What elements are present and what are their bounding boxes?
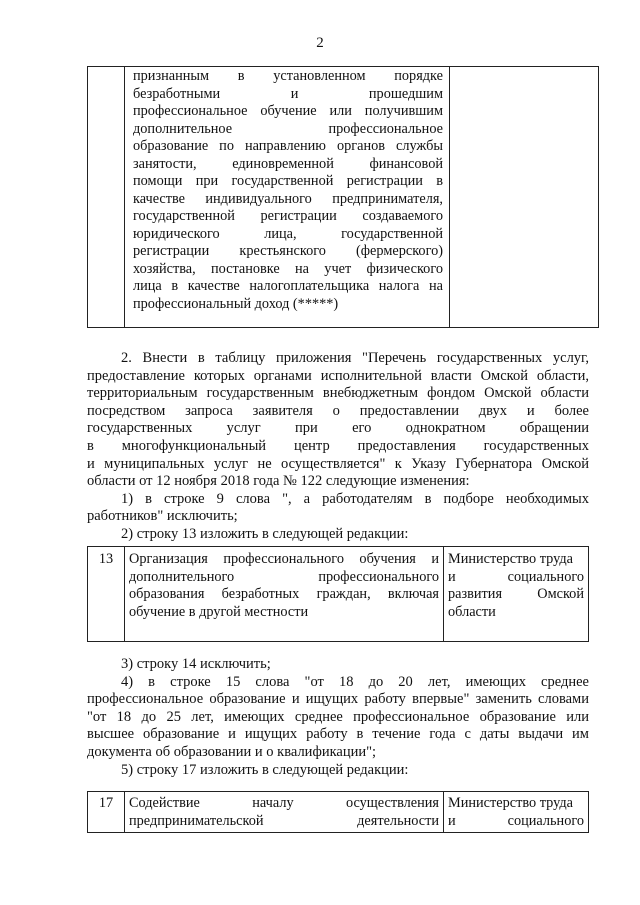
table-row-17: [87, 791, 589, 833]
item-4-line: документа об образовании и о квалификации";: [87, 743, 377, 760]
text-line: предоставление которых органами исполнительной власти Омской области,: [87, 367, 589, 384]
table-row: [88, 547, 589, 642]
text-line: профессиональный доход (*****): [133, 295, 339, 312]
item-4-line: "от 18 до 25 лет, имеющих среднее профессиональное образование или: [87, 708, 589, 725]
text-line: обучение в другой местности: [129, 603, 309, 620]
text-line: Министерство труда: [448, 795, 573, 811]
text-line: признанным в установленном порядке: [133, 68, 443, 84]
item-4-line: высшее образование и ищущих работу в течение года с даты выдачи им: [87, 726, 589, 743]
service-name: [125, 547, 444, 642]
text-line: качестве индивидуального предпринимателя,: [133, 190, 443, 207]
text-line: Министерство труда: [448, 551, 573, 567]
text-line: регистрации крестьянского (фермерского): [133, 243, 443, 259]
text-line: и муниципальных услуг не осуществляется" к Указу Губернатора Омской: [87, 455, 589, 472]
text-line: дополнительное профессиональное: [133, 120, 443, 137]
table-row-13: [87, 546, 589, 642]
text-line: области от 12 ноября 2018 года № 122 следующие изменения:: [87, 473, 470, 490]
item-5: 5) строку 17 изложить в следующей редакции:: [121, 761, 409, 778]
page-number: 2: [316, 35, 324, 51]
item-3: 3) строку 14 исключить;: [121, 656, 271, 672]
text-line: в многофункциональный центр предоставления государственных: [87, 437, 589, 454]
text-line: развития Омской: [448, 586, 584, 602]
table-cell-ministry: [450, 67, 599, 328]
table-continued: [87, 66, 599, 328]
items-3-5: [87, 656, 589, 779]
table-cell-service: [125, 67, 450, 328]
row-number: 17: [88, 792, 125, 833]
table-row: [88, 67, 599, 328]
item-1-line: работников" исключить;: [87, 508, 238, 525]
text-line: помощи при государственной регистрации в: [133, 173, 443, 189]
item-4-line: 4) в строке 15 слова "от 18 до 20 лет, имеющих среднее: [121, 673, 589, 690]
text-line: Организация профессионального обучения и: [129, 551, 439, 567]
text-line: образование по направлению органов службы: [133, 138, 443, 154]
paragraph-2: [87, 350, 589, 544]
text-line: Содействие началу осуществления: [129, 795, 439, 811]
text-line: посредством запроса заявителя о предоставлении двух и более: [87, 402, 589, 419]
service-name: [125, 792, 444, 833]
table-row: [88, 792, 589, 833]
text-line: предпринимательской деятельности: [129, 812, 439, 829]
table-cell-number: [88, 67, 125, 328]
text-line: и социального: [448, 812, 584, 829]
row-number: 13: [88, 547, 125, 642]
text-line: юридического лица, государственной: [133, 225, 443, 242]
text-line: дополнительного профессионального: [129, 568, 439, 585]
item-1-line: 1) в строке 9 слова ", а работодателям в подборе необходимых: [121, 490, 589, 507]
text-line: безработными и прошедшим: [133, 85, 443, 102]
item-4-line: профессиональное образование и ищущих работу впервые" заменить словами: [87, 691, 589, 708]
item-2: 2) строку 13 изложить в следующей редакции:: [121, 525, 409, 542]
text-line: государственных услуг при его однократном обращении: [87, 420, 589, 437]
ministry-name: [444, 547, 589, 642]
text-line: профессиональное обучение или получившим: [133, 103, 443, 119]
text-line: области: [448, 603, 496, 620]
text-line: и социального: [448, 568, 584, 585]
text-line: территориальным государственным внебюджетным фондом Омской области: [87, 385, 589, 402]
text-line: занятости, единовременной финансовой: [133, 155, 443, 172]
text-line: образования безработных граждан, включая: [129, 586, 439, 602]
text-line: 2. Внести в таблицу приложения "Перечень государственных услуг,: [121, 350, 589, 366]
text-line: государственной регистрации создаваемого: [133, 208, 443, 224]
text-line: лица в качестве налогоплательщика налога на: [133, 278, 443, 294]
text-line: хозяйства, постановке на учет физического: [133, 260, 443, 277]
ministry-name: [444, 792, 589, 833]
